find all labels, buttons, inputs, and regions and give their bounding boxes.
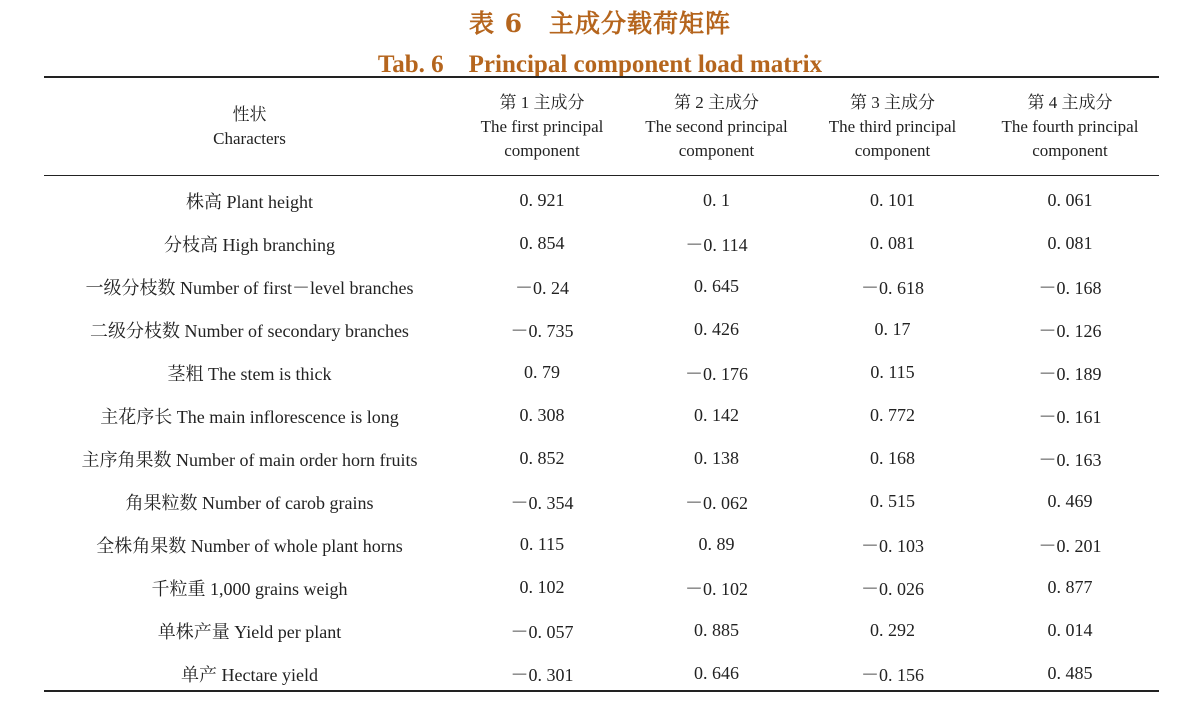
row-pc4-value: －0. 168 [1038,277,1102,298]
row-pc2-value: －0. 062 [685,492,748,513]
row-pc1-value: 0. 852 [519,448,565,468]
row-pc4-value: －0. 189 [1038,363,1102,384]
table-row [44,308,1159,351]
row-pc3-value: －0. 103 [861,535,924,556]
row-pc1-value: 0. 854 [519,233,565,253]
row-pc1-value: －0. 354 [510,492,574,513]
row-pc1-value: 0. 79 [524,362,560,382]
row-character: 主序角果数 Number of main order horn fruits [81,449,418,470]
row-pc2-value: 0. 1 [703,190,730,210]
table-row [44,652,1159,695]
row-character: 千粒重 1,000 grains weigh [151,578,348,599]
table-row [44,351,1159,394]
row-pc2-value: 0. 646 [694,663,739,683]
row-pc3-value: －0. 026 [861,578,924,599]
row-pc4-value: －0. 161 [1038,406,1102,427]
header-pc3 [804,78,981,175]
table-header [44,78,1159,175]
row-character: 株高 Plant height [186,191,313,212]
row-pc2-value: 0. 142 [694,405,739,425]
row-pc4-value: 0. 485 [1047,663,1093,683]
row-pc4-value: 0. 877 [1047,577,1093,597]
row-pc4-value: －0. 201 [1038,535,1102,556]
table-row [44,175,1159,222]
row-pc1-value: －0. 057 [510,621,574,642]
header-pc2-cn: 第 2 主成分 [674,92,759,112]
row-pc1-value: 0. 115 [519,534,565,554]
table-row [44,437,1159,480]
row-pc3-value: 0. 292 [870,620,915,640]
row-pc4-value: 0. 469 [1047,491,1093,511]
row-pc3-value: －0. 156 [861,664,924,685]
header-pc2-en1: The second principal [645,116,788,136]
table-row [44,480,1159,523]
header-pc1-en2: component [504,140,580,160]
header-pc2 [629,78,804,175]
row-character: 一级分枝数 Number of first－level branches [85,277,414,298]
row-pc3-value: 0. 17 [874,319,911,339]
row-pc2-value: －0. 114 [685,234,748,255]
row-pc4-value: －0. 163 [1038,449,1102,470]
row-pc2-value: 0. 885 [694,620,739,640]
row-character: 二级分枝数 Number of secondary branches [90,320,409,341]
table-row [44,222,1159,265]
row-pc1-value: －0. 735 [510,320,574,341]
table-row [44,609,1159,652]
header-characters-cn: 性状 [232,104,267,124]
table-caption-cn: 表 6 主成分载荷矩阵 [468,9,732,38]
table-body [44,175,1159,695]
row-pc2-value: －0. 176 [685,363,748,384]
row-character: 角果粒数 Number of carob grains [125,492,374,513]
row-pc3-value: 0. 115 [870,362,915,382]
row-pc2-value: 0. 426 [694,319,739,339]
table-caption-en: Tab. 6 Principal component load matrix [377,51,823,78]
row-character: 单株产量 Yield per plant [157,621,342,642]
row-pc3-value: 0. 772 [870,405,915,425]
table-row [44,523,1159,566]
row-character: 主花序长 The main inflorescence is long [100,406,399,427]
header-characters-en: Characters [213,128,286,148]
row-pc4-value: 0. 061 [1047,190,1093,210]
header-characters [44,78,455,175]
row-character: 单产 Hectare yield [181,664,318,685]
load-matrix-table [44,78,1159,695]
header-pc3-cn: 第 3 主成分 [850,92,935,112]
table-row [44,265,1159,308]
row-pc1-value: 0. 102 [519,577,565,597]
row-pc2-value: 0. 138 [694,448,739,468]
header-pc1 [455,78,629,175]
header-pc3-en1: The third principal [828,116,957,136]
header-pc3-en2: component [854,140,931,160]
row-character: 茎粗 The stem is thick [167,363,332,384]
header-pc1-en1: The first principal [480,116,604,136]
row-pc3-value: 0. 101 [870,190,915,210]
header-pc4-en1: The fourth principal [1001,116,1139,136]
header-pc2-en2: component [678,140,755,160]
header-pc1-cn: 第 1 主成分 [499,92,585,112]
header-pc4-en2: component [1032,140,1108,160]
row-pc4-value: 0. 014 [1047,620,1093,640]
row-pc2-value: 0. 89 [698,534,735,554]
row-pc1-value: －0. 301 [510,664,574,685]
header-pc4 [981,78,1159,175]
table-row [44,394,1159,437]
row-pc4-value: 0. 081 [1047,233,1093,253]
row-pc4-value: －0. 126 [1038,320,1102,341]
table-row [44,566,1159,609]
row-pc1-value: 0. 308 [519,405,565,425]
row-pc1-value: 0. 921 [519,190,565,210]
header-pc4-cn: 第 4 主成分 [1027,92,1113,112]
row-pc3-value: 0. 081 [870,233,915,253]
row-pc3-value: 0. 168 [870,448,915,468]
row-pc2-value: 0. 645 [694,276,739,296]
row-pc1-value: －0. 24 [515,277,569,298]
row-pc3-value: 0. 515 [870,491,915,511]
row-pc2-value: －0. 102 [685,578,748,599]
row-character: 分枝高 High branching [164,234,335,255]
row-pc3-value: －0. 618 [861,277,924,298]
row-character: 全株角果数 Number of whole plant horns [96,535,403,556]
